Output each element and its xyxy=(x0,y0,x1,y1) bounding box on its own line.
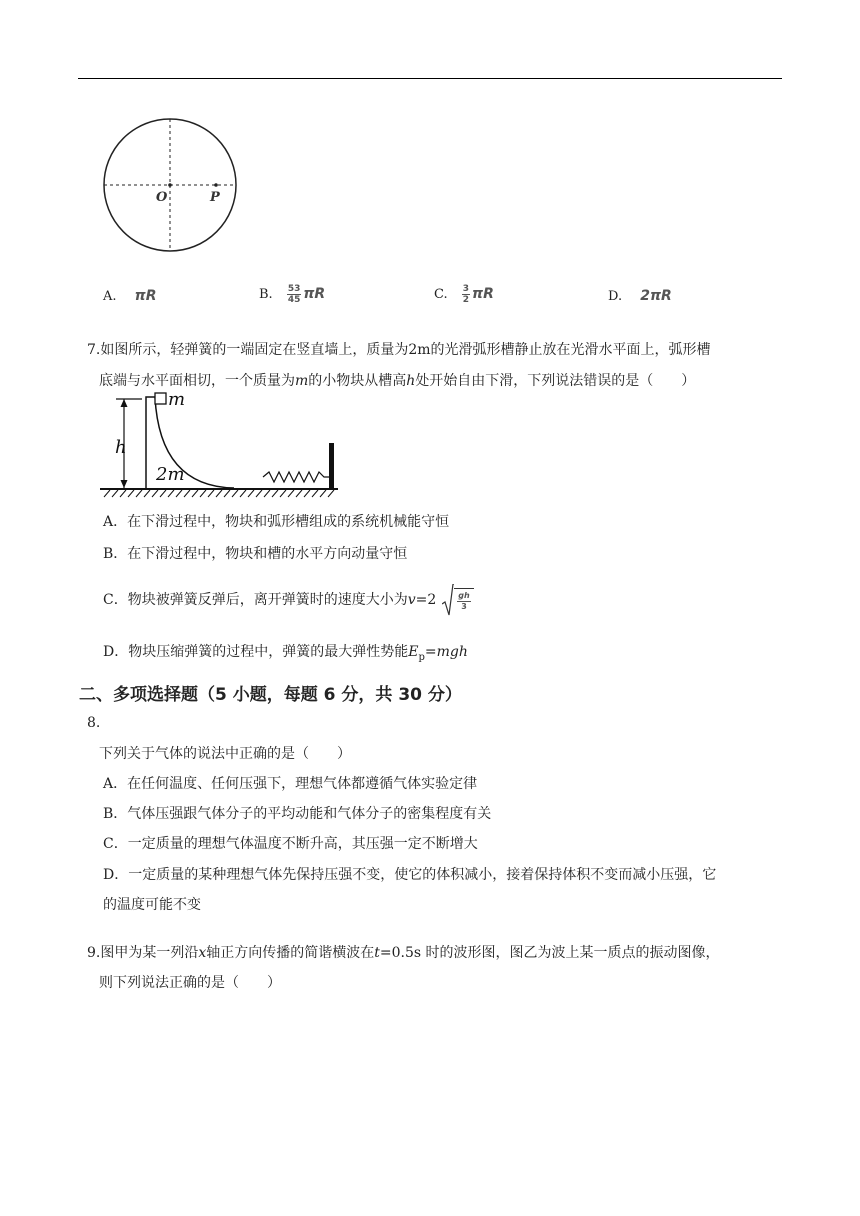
equals-two: =2 xyxy=(415,592,437,608)
height-arrow-up xyxy=(121,399,128,407)
block-label: m xyxy=(168,390,186,410)
spring-groove-figure xyxy=(98,390,344,498)
spring xyxy=(263,472,329,482)
q9-stem-line2: 则下列说法正确的是（ ） xyxy=(99,975,281,991)
q7-option-c[interactable] xyxy=(103,584,476,616)
option-letter: C. xyxy=(434,287,448,302)
q8-stem: 下列关于气体的说法中正确的是（ ） xyxy=(99,746,351,762)
section-heading: 二、多项选择题（5 小题，每题 6 分，共 30 分） xyxy=(79,685,462,705)
option-expr: πR xyxy=(134,288,157,304)
q6-option-a[interactable] xyxy=(103,288,157,304)
energy-subscript: p xyxy=(418,651,425,663)
option-letter: D. xyxy=(608,289,623,304)
height-arrow-down xyxy=(121,480,128,488)
sqrt-sign-icon xyxy=(442,584,454,616)
q6-option-d[interactable] xyxy=(608,288,672,304)
option-expr: πR xyxy=(472,286,494,302)
q8-option-c[interactable]: C．一定质量的理想气体温度不断升高，其压强一定不断增大 xyxy=(103,836,478,852)
q8-option-d-line2[interactable]: 的温度可能不变 xyxy=(103,897,201,913)
q8-option-a[interactable]: A．在任何温度、任何压强下，理想气体都遵循气体实验定律 xyxy=(103,776,478,792)
q7-stem-line2: 底端与水平面相切，一个质量为m的小物块从槽高h处开始自由下滑，下列说法错误的是（ ） xyxy=(99,373,696,389)
q8-option-d-line1[interactable]: D．一定质量的某种理想气体先保持压强不变，使它的体积减小，接着保持体积不变而减小压强，它 xyxy=(103,867,717,883)
point-label: P xyxy=(210,190,220,205)
q6-option-c[interactable] xyxy=(434,284,494,305)
height-label: h xyxy=(115,437,127,458)
q6-option-b[interactable] xyxy=(259,284,325,305)
q7-option-b[interactable]: B．在下滑过程中，物块和槽的水平方向动量守恒 xyxy=(103,546,408,562)
sqrt-expression: $\frac{gh}{3}$ xyxy=(442,584,475,616)
question-number: 9. xyxy=(87,945,101,961)
circle-figure xyxy=(98,118,242,254)
q8-number: 8. xyxy=(87,715,101,731)
groove-label: 2m xyxy=(156,464,185,485)
option-text: C．物块被弹簧反弹后，离开弹簧时的速度大小为 xyxy=(103,592,408,608)
option-letter: A. xyxy=(103,289,117,304)
q9-stem-line1: 9.图甲为某一列沿x轴正方向传播的简谐横波在t=0.5s 时的波形图，图乙为波上某一质点的振动图像， xyxy=(87,945,720,961)
velocity-symbol: v xyxy=(407,592,416,608)
energy-symbol: E xyxy=(408,644,419,660)
ground-hatching xyxy=(104,490,334,497)
q7-stem-line1: 7.如图所示，轻弹簧的一端固定在竖直墙上，质量为2m的光滑弧形槽静止放在光滑水平面上，弧形槽 xyxy=(87,342,711,358)
center-label: O xyxy=(156,190,168,205)
question-number: 7. xyxy=(87,342,101,358)
q7-option-d[interactable]: D．物块压缩弹簧的过程中，弹簧的最大弹性势能$E_p=mgh$ xyxy=(103,644,468,663)
header-rule xyxy=(78,78,782,79)
point-p-dot xyxy=(214,183,218,187)
option-expr: 2πR xyxy=(640,288,672,304)
block xyxy=(155,393,166,404)
energy-value: mgh xyxy=(436,644,468,660)
wall xyxy=(329,443,334,489)
q7-option-a[interactable]: A．在下滑过程中，物块和弧形槽组成的系统机械能守恒 xyxy=(103,514,450,530)
fraction: $\frac{3}{2}$ xyxy=(462,284,470,305)
option-letter: B. xyxy=(259,287,273,302)
option-expr: πR xyxy=(303,286,326,302)
fraction: $\frac{53}{45}$ xyxy=(287,284,301,305)
q8-option-b[interactable]: B．气体压强跟气体分子的平均动能和气体分子的密集程度有关 xyxy=(103,806,492,822)
option-text: D．物块压缩弹簧的过程中，弹簧的最大弹性势能 xyxy=(103,644,409,660)
center-dot xyxy=(168,183,172,187)
